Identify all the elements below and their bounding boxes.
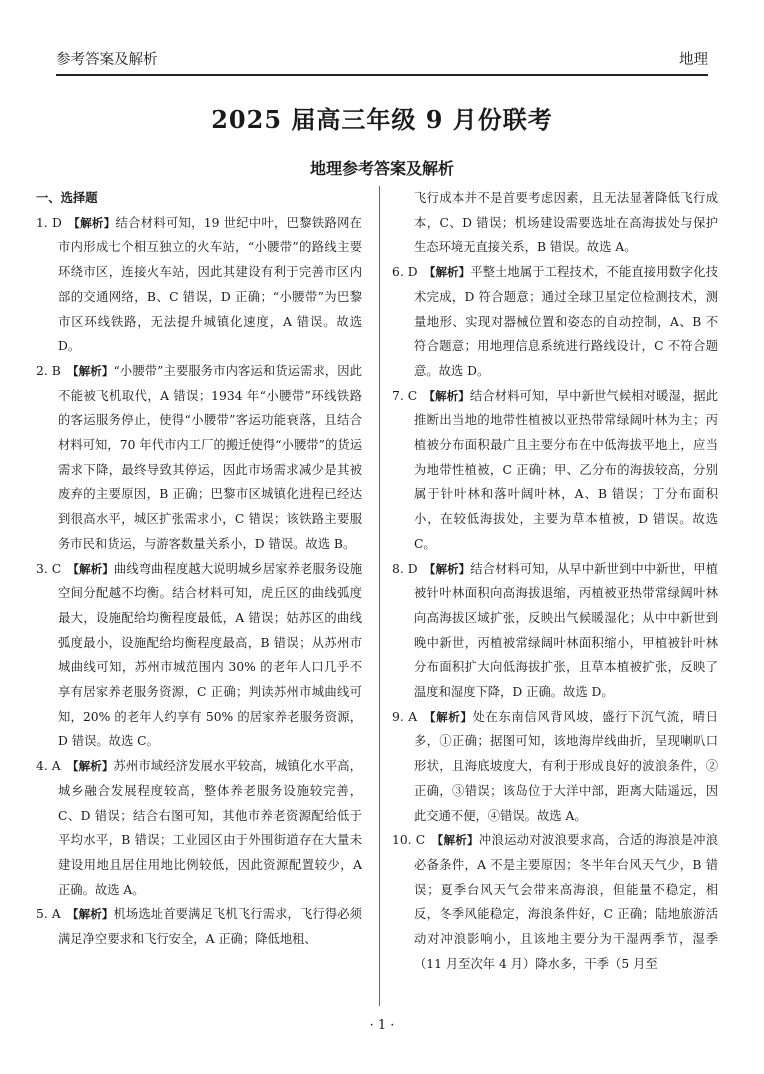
column-divider <box>379 186 380 1006</box>
answer-number: 10. C <box>392 833 426 848</box>
page-number: · 1 · <box>369 1018 395 1033</box>
answer-text: 结合材料可知，19 世纪中叶，巴黎铁路网在市内形成七个相互独立的火车站，“小腰带”的路线主要环绕市区，连接火车站，因此其建设有利于完善市区内部的交通网络，B、C 错误，D 正确；“小腰带”为巴黎市区环线铁路，无法提升城镇化速度，A 错误。故选 D。 <box>58 215 362 354</box>
answer-item <box>392 384 718 557</box>
answer-number: 6. D <box>392 265 418 280</box>
analysis-tag: 【解析】 <box>423 561 471 576</box>
answer-number: 9. A <box>392 709 418 724</box>
answer-number: 3. C <box>36 561 62 576</box>
header-subject: 地理 <box>679 52 708 68</box>
analysis-tag: 【解析】 <box>67 215 116 230</box>
answer-number: 5. A <box>36 907 61 922</box>
analysis-tag: 【解析】 <box>423 709 473 724</box>
answer-text: 结合材料可知，从早中新世到中中新世，甲植被针叶林面积向高海拔退缩，丙植被亚热带常绿阔叶林向高海拔区域扩张，反映出气候暖湿化；从中中新世到晚中新世，丙植被常绿阔叶林面积缩小，甲植被针叶林分布面积扩大向低海拔扩张，且草本植被扩张，反映了温度和湿度下降，D 正确。故选 D。 <box>414 561 718 700</box>
analysis-tag: 【解析】 <box>66 907 114 922</box>
answer-number: 4. A <box>36 759 61 774</box>
answer-item <box>392 705 718 829</box>
page-header <box>56 44 708 76</box>
answer-item <box>392 828 718 976</box>
section-heading: 一、选择题 <box>36 190 98 205</box>
answer-item <box>36 211 362 359</box>
answer-item <box>36 902 362 951</box>
answer-text: 苏州市域经济发展水平较高，城镇化水平高，城乡融合发展程度较高，整体养老服务设施较完善，C、D 错误；结合右图可知，其他市养老资源配给低于平均水平，B 错误；工业园区由于外围街道存在大量未建设用地且居住用地比例较低，因此资源配置较少，A 正确。故选 A。 <box>58 759 362 897</box>
analysis-tag: 【解析】 <box>423 388 470 403</box>
answer-item <box>392 260 718 384</box>
answer-text: “小腰带”主要服务市内客运和货运需求，因此不能被飞机取代，A 错误；1934 年“小腰带”环线铁路的客运服务停止，使得“小腰带”客运功能衰落，且结合材料可知，70 年代市内工厂的搬迁使得“小腰带”的货运需求下降，最终导致其停运，因此市场需求减少是其被废弃的主要原因，B 正确；巴黎市区城镇化进程已经达到很高水平，城区扩张需求小，C 错误；该铁路主要服务市民和货运，与游客数量关系小，D 错误。故选 B。 <box>58 363 362 551</box>
answer-item <box>392 557 718 705</box>
answer-text: 冲浪运动对波浪要求高，合适的海浪是冲浪必备条件，A 不是主要原因；冬半年台风天气少，B 错误；夏季台风天气会带来高海浪，但能量不稳定，相反，冬季风能稳定，海浪条件好，C 正确；陆地旅游活动对冲浪影响小，且该地主要分为干湿两季节，湿季（11 月至次年 4 月）降水多，干季（5 月至 <box>414 833 718 971</box>
answer-text: 机场选址首要满足飞机飞行需求，飞行得必须满足净空要求和飞行安全，A 正确；降低地租、 <box>58 907 362 947</box>
answer-text: 平整土地属于工程技术，不能直接用数字化技术完成，D 符合题意；通过全球卫星定位检测技术，测量地形、实现对器械位置和姿态的自动控制，A、B 不符合题意；用地理信息系统进行路线设计，C 不符合题意。故选 D。 <box>414 265 718 378</box>
analysis-tag: 【解析】 <box>66 759 114 774</box>
answer-text: 曲线弯曲程度越大说明城乡居家养老服务设施空间分配越不均衡。结合材料可知，虎丘区的曲线弧度最大，设施配给均衡程度最低，A 错误；姑苏区的曲线弧度最小，设施配给均衡程度最高，B 错误；从苏州市城曲线可知，苏州市城范围内 30% 的老年人口几乎不享有居家养老服务资源，C 正确；判读苏州市城曲线可知，20% 的老年人约享有 50% 的居家养老服务资源，D 错误。故选 C。 <box>58 561 362 749</box>
analysis-tag: 【解析】 <box>66 363 114 378</box>
continued-text: 飞行成本并不是首要考虑因素，且无法显著降低飞行成本，C、D 错误；机场建设需要选址在高海拔处与保护生态环境无直接关系，B 错误。故选 A。 <box>414 191 718 255</box>
analysis-tag: 【解析】 <box>431 833 479 848</box>
analysis-tag: 【解析】 <box>67 561 114 576</box>
answer-item <box>36 557 362 755</box>
answer-item <box>36 754 362 902</box>
answer-number: 8. D <box>392 561 418 576</box>
answer-number: 7. C <box>392 388 418 403</box>
answer-item <box>36 359 362 557</box>
answer-text: 处在东南信风背风坡，盛行下沉气流，晴日多，①正确；据图可知，该地海岸线曲折，呈现喇叭口形状，且海底坡度大，有利于形成良好的波浪条件，②正确，③错误；该岛位于大洋中部，距离大陆遥远，因此交通不便，④错误。故选 A。 <box>414 709 718 823</box>
exam-subtitle: 地理参考答案及解析 <box>309 159 454 178</box>
exam-title: 2025 届高三年级 9 月份联考 <box>211 105 553 134</box>
left-column <box>36 186 362 1006</box>
analysis-tag: 【解析】 <box>423 265 471 280</box>
header-doc-type: 参考答案及解析 <box>56 52 158 68</box>
answer-number: 2. B <box>36 363 61 378</box>
right-column <box>392 186 718 1006</box>
answer-number: 1. D <box>36 215 62 230</box>
answer-text: 结合材料可知，早中新世气候相对暖湿，据此推断出当地的地带性植被以亚热带常绿阔叶林为主；丙植被分布面积最广且主要分布在中低海拔平地上，应当为地带性植被，C 正确；甲、乙分布的海拔较高，分别属于针叶林和落叶阔叶林，A、B 错误；丁分布面积小，在较低海拔处，主要为草本植被，D 错误。故选 C。 <box>414 388 718 551</box>
